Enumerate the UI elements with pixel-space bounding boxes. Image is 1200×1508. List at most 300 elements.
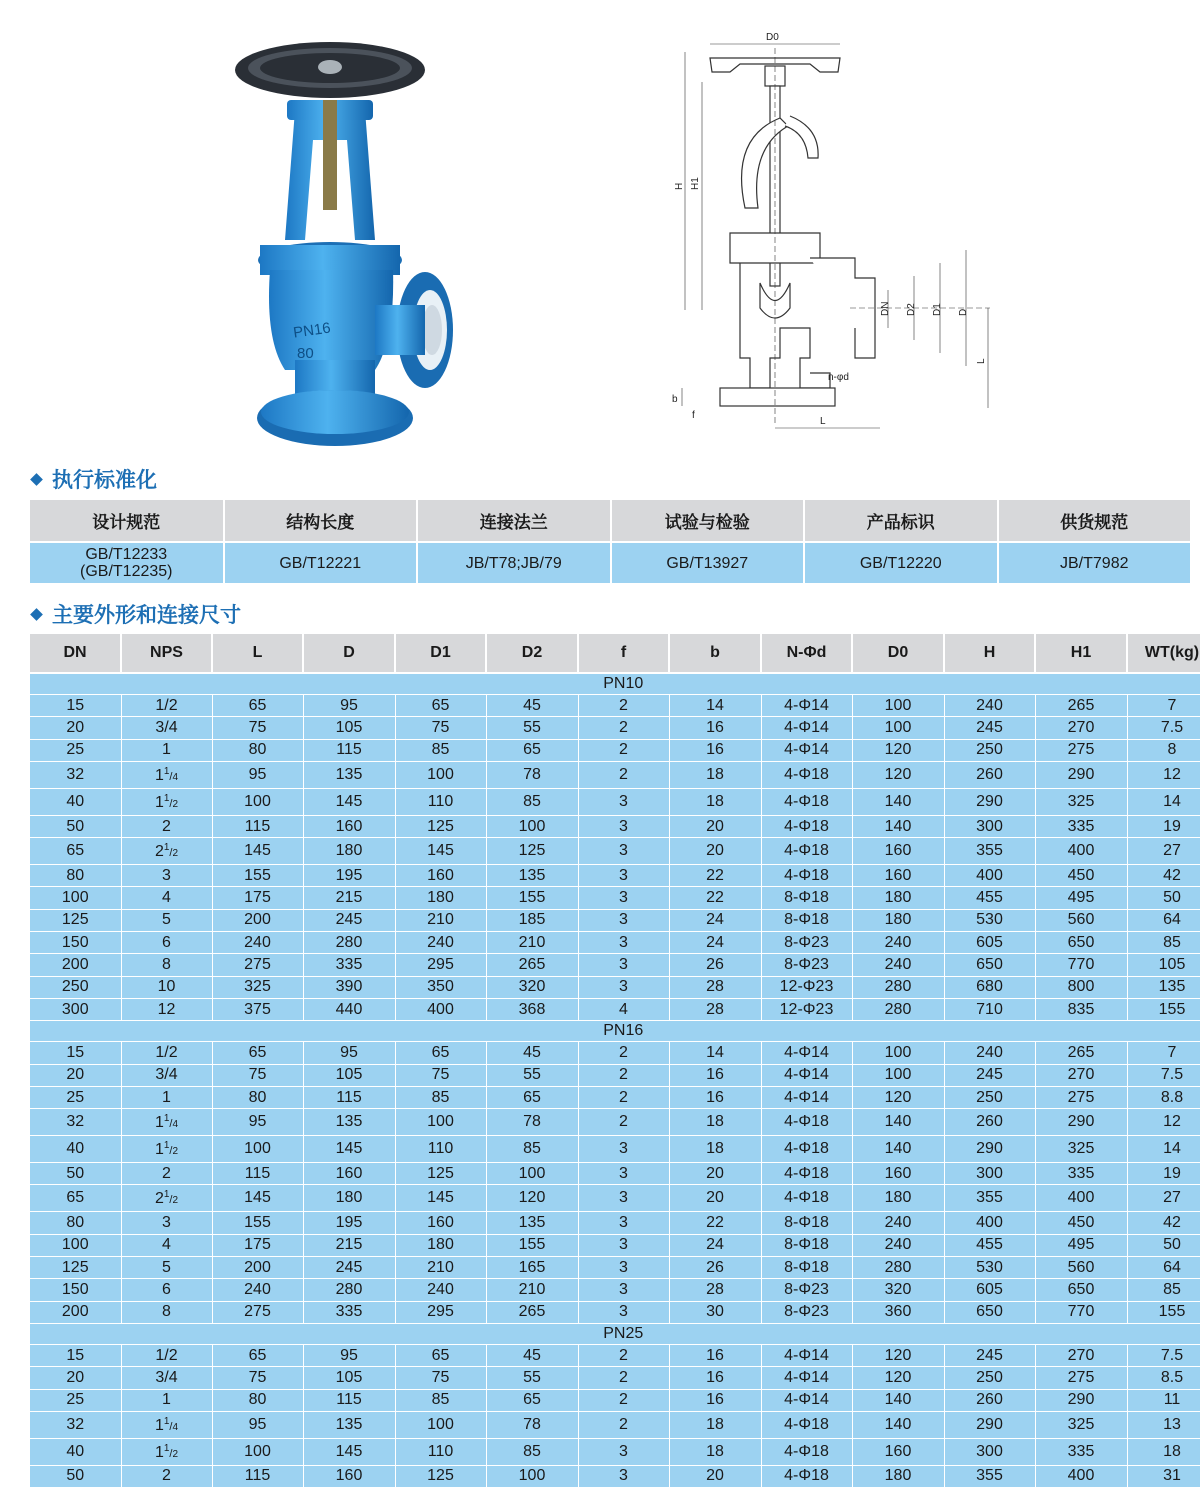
table-cell: 210 bbox=[486, 1279, 578, 1301]
table-cell: 8 bbox=[1127, 739, 1200, 761]
table-cell: 32 bbox=[30, 1411, 121, 1438]
table-row bbox=[30, 739, 1200, 761]
pressure-group-row bbox=[30, 673, 1200, 695]
table-cell: 100 bbox=[395, 1109, 486, 1136]
table-cell: 4-Φ14 bbox=[761, 717, 852, 739]
table-cell: 32 bbox=[30, 1109, 121, 1136]
table-cell: 100 bbox=[486, 1465, 578, 1487]
dim-label-d: D bbox=[958, 308, 969, 316]
table-cell: 4-Φ14 bbox=[761, 1042, 852, 1064]
table-cell: 100 bbox=[30, 1234, 121, 1256]
table-cell: 125 bbox=[30, 1257, 121, 1279]
table-cell: 3 bbox=[578, 887, 669, 909]
table-cell: 560 bbox=[1035, 1257, 1127, 1279]
pressure-group-label: PN16 bbox=[30, 1021, 1200, 1042]
table-cell: 2 bbox=[578, 1042, 669, 1064]
table-cell: 2 bbox=[578, 1367, 669, 1389]
table-cell: 335 bbox=[1035, 1163, 1127, 1185]
table-cell: 280 bbox=[852, 976, 944, 998]
table-cell: 85 bbox=[486, 1438, 578, 1465]
table-cell: 3 bbox=[578, 976, 669, 998]
table-cell: 3 bbox=[578, 1438, 669, 1465]
table-cell: 78 bbox=[486, 761, 578, 788]
table-cell: 4 bbox=[578, 998, 669, 1020]
table-cell: 16 bbox=[669, 739, 761, 761]
table-cell: 7.5 bbox=[1127, 717, 1200, 739]
table-cell: 180 bbox=[852, 887, 944, 909]
table-cell: 8.8 bbox=[1127, 1086, 1200, 1108]
table-cell: 290 bbox=[1035, 761, 1127, 788]
table-cell: 185 bbox=[486, 909, 578, 931]
table-cell: 150 bbox=[30, 1279, 121, 1301]
table-cell: 180 bbox=[395, 887, 486, 909]
table-cell: 260 bbox=[944, 1389, 1035, 1411]
table-cell: 4-Φ18 bbox=[761, 1438, 852, 1465]
table-cell: 26 bbox=[669, 1257, 761, 1279]
table-cell: 80 bbox=[212, 1086, 303, 1108]
table-cell: 40 bbox=[30, 1136, 121, 1163]
table-cell: 360 bbox=[852, 1301, 944, 1323]
table-cell: 3 bbox=[578, 1257, 669, 1279]
table-cell: 115 bbox=[303, 1086, 395, 1108]
table-row bbox=[30, 1301, 1200, 1323]
table-cell: 27 bbox=[1127, 1185, 1200, 1212]
table-cell: $1^1/4$ bbox=[121, 761, 212, 788]
table-cell: 105 bbox=[303, 717, 395, 739]
table-cell: 18 bbox=[669, 1411, 761, 1438]
table-cell: 325 bbox=[1035, 1136, 1127, 1163]
table-cell: 120 bbox=[852, 1367, 944, 1389]
table-cell: 400 bbox=[944, 865, 1035, 887]
table-row bbox=[30, 1185, 1200, 1212]
table-cell: 27 bbox=[1127, 838, 1200, 865]
table-cell: 3 bbox=[578, 1234, 669, 1256]
table-cell: 100 bbox=[30, 887, 121, 909]
table-cell: 160 bbox=[395, 865, 486, 887]
dim-label-d0: D0 bbox=[766, 32, 779, 43]
table-cell: 275 bbox=[212, 1301, 303, 1323]
table-cell: 265 bbox=[486, 1301, 578, 1323]
table-cell: 240 bbox=[212, 1279, 303, 1301]
table-cell: 120 bbox=[852, 739, 944, 761]
table-cell: 4-Φ14 bbox=[761, 1344, 852, 1366]
table-cell: 260 bbox=[944, 761, 1035, 788]
table-cell: 175 bbox=[212, 1234, 303, 1256]
table-cell: 125 bbox=[395, 1465, 486, 1487]
table-cell: 295 bbox=[395, 954, 486, 976]
table-cell: 75 bbox=[395, 717, 486, 739]
table-cell: 55 bbox=[486, 1064, 578, 1086]
table-cell: 280 bbox=[303, 932, 395, 954]
table-row bbox=[30, 788, 1200, 815]
table-cell: 3 bbox=[578, 1163, 669, 1185]
table-cell: 275 bbox=[1035, 739, 1127, 761]
table-cell: $1^1/2$ bbox=[121, 1438, 212, 1465]
table-cell: 770 bbox=[1035, 1301, 1127, 1323]
section-title-text: 执行标准化 bbox=[52, 469, 157, 492]
table-cell: 3 bbox=[578, 1185, 669, 1212]
table-cell: 320 bbox=[852, 1279, 944, 1301]
table-cell: 65 bbox=[30, 1185, 121, 1212]
table-cell: 290 bbox=[1035, 1109, 1127, 1136]
table-cell: 6 bbox=[121, 1279, 212, 1301]
table-cell: 200 bbox=[30, 1301, 121, 1323]
table-cell: 100 bbox=[852, 717, 944, 739]
table-cell: 800 bbox=[1035, 976, 1127, 998]
table-cell: 4-Φ14 bbox=[761, 1064, 852, 1086]
table-cell: 180 bbox=[395, 1234, 486, 1256]
table-cell: 8 bbox=[121, 954, 212, 976]
table-cell: 180 bbox=[303, 838, 395, 865]
table-cell: 12 bbox=[121, 998, 212, 1020]
table-cell: 455 bbox=[944, 887, 1035, 909]
table-cell: 3 bbox=[578, 1465, 669, 1487]
table-cell: 85 bbox=[486, 1136, 578, 1163]
table-cell: 25 bbox=[30, 1389, 121, 1411]
table-cell: 4 bbox=[121, 1234, 212, 1256]
table-cell: 325 bbox=[212, 976, 303, 998]
table-cell: 3/4 bbox=[121, 1367, 212, 1389]
table-cell: 710 bbox=[944, 998, 1035, 1020]
table-cell: 2 bbox=[578, 1064, 669, 1086]
table-cell: 95 bbox=[303, 695, 395, 717]
table-cell: 120 bbox=[852, 1344, 944, 1366]
dim-label-nd: n-φd bbox=[828, 372, 849, 383]
table-cell: 75 bbox=[212, 1064, 303, 1086]
standards-value-cell: GB/T12220 bbox=[804, 542, 998, 583]
table-cell: 20 bbox=[30, 1367, 121, 1389]
table-cell: 400 bbox=[944, 1212, 1035, 1234]
table-cell: 3 bbox=[578, 838, 669, 865]
table-cell: 12-Φ23 bbox=[761, 976, 852, 998]
table-cell: 45 bbox=[486, 1344, 578, 1366]
table-cell: 8 bbox=[121, 1301, 212, 1323]
table-cell: 250 bbox=[944, 739, 1035, 761]
table-cell: 80 bbox=[30, 865, 121, 887]
table-cell: 4-Φ14 bbox=[761, 695, 852, 717]
table-cell: 4-Φ18 bbox=[761, 1411, 852, 1438]
table-cell: 195 bbox=[303, 1212, 395, 1234]
table-cell: 4-Φ18 bbox=[761, 788, 852, 815]
table-cell: 450 bbox=[1035, 1212, 1127, 1234]
pressure-group-label: PN10 bbox=[30, 673, 1200, 695]
table-cell: 42 bbox=[1127, 1212, 1200, 1234]
table-cell: 2 bbox=[578, 1411, 669, 1438]
table-cell: 18 bbox=[669, 1109, 761, 1136]
table-cell: 160 bbox=[303, 1163, 395, 1185]
table-cell: 110 bbox=[395, 788, 486, 815]
table-cell: 4-Φ14 bbox=[761, 1367, 852, 1389]
table-cell: $2^1/2$ bbox=[121, 1185, 212, 1212]
standards-table bbox=[30, 500, 1192, 583]
table-cell: 2 bbox=[578, 1344, 669, 1366]
table-cell: 16 bbox=[669, 1086, 761, 1108]
dimensions-table bbox=[30, 634, 1200, 1488]
table-cell: 24 bbox=[669, 1234, 761, 1256]
table-cell: 40 bbox=[30, 788, 121, 815]
table-cell: 4-Φ18 bbox=[761, 865, 852, 887]
table-cell: 250 bbox=[944, 1086, 1035, 1108]
table-cell: 100 bbox=[212, 1136, 303, 1163]
table-cell: 19 bbox=[1127, 815, 1200, 837]
table-cell: 145 bbox=[303, 1136, 395, 1163]
table-cell: $1^1/4$ bbox=[121, 1109, 212, 1136]
table-cell: 280 bbox=[852, 998, 944, 1020]
table-cell: 160 bbox=[852, 1163, 944, 1185]
table-cell: 115 bbox=[212, 815, 303, 837]
table-cell: 400 bbox=[1035, 838, 1127, 865]
table-cell: 5 bbox=[121, 909, 212, 931]
table-cell: 78 bbox=[486, 1411, 578, 1438]
table-cell: 64 bbox=[1127, 909, 1200, 931]
table-cell: 12-Φ23 bbox=[761, 998, 852, 1020]
table-cell: 16 bbox=[669, 1344, 761, 1366]
table-cell: 7.5 bbox=[1127, 1064, 1200, 1086]
table-cell: 180 bbox=[303, 1185, 395, 1212]
table-cell: 95 bbox=[212, 1411, 303, 1438]
table-cell: 240 bbox=[852, 954, 944, 976]
table-cell: 270 bbox=[1035, 1064, 1127, 1086]
table-cell: 2 bbox=[578, 761, 669, 788]
table-cell: 390 bbox=[303, 976, 395, 998]
table-cell: 400 bbox=[1035, 1465, 1127, 1487]
table-row bbox=[30, 954, 1200, 976]
table-row bbox=[30, 1257, 1200, 1279]
table-cell: 80 bbox=[30, 1212, 121, 1234]
dimension-header-cell: D bbox=[303, 634, 395, 673]
standards-header-cell: 产品标识 bbox=[804, 500, 998, 542]
table-cell: 165 bbox=[486, 1257, 578, 1279]
table-cell: 100 bbox=[852, 695, 944, 717]
table-cell: 14 bbox=[1127, 1136, 1200, 1163]
table-cell: 4-Φ18 bbox=[761, 838, 852, 865]
table-cell: 100 bbox=[852, 1042, 944, 1064]
table-cell: 240 bbox=[395, 932, 486, 954]
table-row bbox=[30, 717, 1200, 739]
table-cell: 95 bbox=[212, 1109, 303, 1136]
table-cell: 210 bbox=[395, 909, 486, 931]
diamond-bullet-icon bbox=[30, 608, 43, 621]
dimension-header-cell: D2 bbox=[486, 634, 578, 673]
table-row bbox=[30, 1163, 1200, 1185]
table-cell: 4-Φ18 bbox=[761, 1109, 852, 1136]
table-cell: 135 bbox=[486, 1212, 578, 1234]
table-cell: 8-Φ18 bbox=[761, 1234, 852, 1256]
table-cell: 18 bbox=[669, 1136, 761, 1163]
table-cell: 115 bbox=[303, 1389, 395, 1411]
table-cell: 145 bbox=[212, 1185, 303, 1212]
dim-label-b: b bbox=[672, 394, 678, 405]
table-cell: 680 bbox=[944, 976, 1035, 998]
table-cell: 240 bbox=[852, 932, 944, 954]
table-cell: 140 bbox=[852, 1136, 944, 1163]
dimension-header-cell: b bbox=[669, 634, 761, 673]
table-cell: 135 bbox=[1127, 976, 1200, 998]
table-cell: 160 bbox=[395, 1212, 486, 1234]
table-cell: 200 bbox=[30, 954, 121, 976]
dim-label-dn: DN bbox=[880, 301, 891, 316]
table-cell: 14 bbox=[669, 695, 761, 717]
table-cell: 50 bbox=[1127, 1234, 1200, 1256]
table-cell: 290 bbox=[944, 788, 1035, 815]
table-cell: 2 bbox=[578, 1109, 669, 1136]
table-cell: 65 bbox=[212, 1344, 303, 1366]
table-cell: 22 bbox=[669, 865, 761, 887]
section-title-standards bbox=[30, 464, 157, 494]
table-cell: 6 bbox=[121, 932, 212, 954]
table-cell: 1 bbox=[121, 1389, 212, 1411]
table-cell: 100 bbox=[212, 788, 303, 815]
pressure-group-row bbox=[30, 1021, 1200, 1042]
table-row bbox=[30, 1465, 1200, 1487]
section-title-text: 主要外形和连接尺寸 bbox=[52, 604, 241, 627]
table-cell: 50 bbox=[30, 1163, 121, 1185]
table-cell: 300 bbox=[944, 1163, 1035, 1185]
table-cell: 440 bbox=[303, 998, 395, 1020]
table-row bbox=[30, 1411, 1200, 1438]
table-cell: 400 bbox=[1035, 1185, 1127, 1212]
table-cell: 275 bbox=[1035, 1367, 1127, 1389]
table-cell: 1/2 bbox=[121, 695, 212, 717]
table-cell: 650 bbox=[1035, 932, 1127, 954]
table-cell: 95 bbox=[303, 1344, 395, 1366]
table-cell: 12 bbox=[1127, 1109, 1200, 1136]
table-cell: 180 bbox=[852, 909, 944, 931]
table-row bbox=[30, 1086, 1200, 1108]
table-cell: 8-Φ23 bbox=[761, 1301, 852, 1323]
table-cell: 120 bbox=[852, 1086, 944, 1108]
table-cell: 12 bbox=[1127, 761, 1200, 788]
table-row bbox=[30, 695, 1200, 717]
table-row bbox=[30, 1279, 1200, 1301]
table-cell: 75 bbox=[212, 1367, 303, 1389]
table-row bbox=[30, 887, 1200, 909]
table-cell: 350 bbox=[395, 976, 486, 998]
dim-label-d2: D2 bbox=[906, 303, 917, 316]
table-cell: 530 bbox=[944, 1257, 1035, 1279]
table-cell: 250 bbox=[944, 1367, 1035, 1389]
table-cell: 200 bbox=[212, 909, 303, 931]
table-cell: 115 bbox=[212, 1163, 303, 1185]
dimension-header-cell: D0 bbox=[852, 634, 944, 673]
table-cell: 265 bbox=[486, 954, 578, 976]
table-cell: 14 bbox=[669, 1042, 761, 1064]
table-cell: 355 bbox=[944, 1465, 1035, 1487]
standards-value-cell: GB/T13927 bbox=[611, 542, 805, 583]
table-row bbox=[30, 1042, 1200, 1064]
table-cell: 30 bbox=[669, 1301, 761, 1323]
table-row bbox=[30, 1367, 1200, 1389]
diamond-bullet-icon bbox=[30, 473, 43, 486]
table-cell: 45 bbox=[486, 1042, 578, 1064]
table-cell: 42 bbox=[1127, 865, 1200, 887]
section-title-dimensions bbox=[30, 599, 241, 629]
table-cell: 8-Φ23 bbox=[761, 954, 852, 976]
table-cell: 1/2 bbox=[121, 1344, 212, 1366]
table-cell: 135 bbox=[303, 761, 395, 788]
table-cell: 325 bbox=[1035, 788, 1127, 815]
table-cell: 335 bbox=[303, 1301, 395, 1323]
table-cell: 40 bbox=[30, 1438, 121, 1465]
table-cell: 290 bbox=[944, 1411, 1035, 1438]
table-cell: 265 bbox=[1035, 695, 1127, 717]
table-cell: 85 bbox=[486, 788, 578, 815]
table-cell: 15 bbox=[30, 1042, 121, 1064]
table-cell: 28 bbox=[669, 976, 761, 998]
table-row bbox=[30, 1064, 1200, 1086]
table-cell: 835 bbox=[1035, 998, 1127, 1020]
table-row bbox=[30, 865, 1200, 887]
pressure-group-row bbox=[30, 1323, 1200, 1344]
table-cell: 275 bbox=[212, 954, 303, 976]
table-cell: 160 bbox=[852, 1438, 944, 1465]
table-cell: 65 bbox=[212, 1042, 303, 1064]
table-cell: 100 bbox=[395, 761, 486, 788]
table-cell: 140 bbox=[852, 815, 944, 837]
table-cell: 100 bbox=[395, 1411, 486, 1438]
table-cell: 155 bbox=[1127, 1301, 1200, 1323]
dimension-header-cell: f bbox=[578, 634, 669, 673]
pressure-group-label: PN25 bbox=[30, 1323, 1200, 1344]
table-cell: 32 bbox=[30, 761, 121, 788]
table-cell: 65 bbox=[395, 1042, 486, 1064]
table-cell: $1^1/2$ bbox=[121, 1136, 212, 1163]
table-cell: 4-Φ18 bbox=[761, 1136, 852, 1163]
table-cell: 3 bbox=[578, 1279, 669, 1301]
dimension-header-cell: DN bbox=[30, 634, 121, 673]
table-cell: 65 bbox=[486, 1389, 578, 1411]
table-cell: 55 bbox=[486, 1367, 578, 1389]
table-cell: 115 bbox=[303, 739, 395, 761]
table-row bbox=[30, 1234, 1200, 1256]
table-cell: 55 bbox=[486, 717, 578, 739]
table-cell: 50 bbox=[30, 1465, 121, 1487]
table-cell: 770 bbox=[1035, 954, 1127, 976]
table-cell: 2 bbox=[578, 1389, 669, 1411]
table-cell: 18 bbox=[669, 1438, 761, 1465]
table-cell: 80 bbox=[212, 1389, 303, 1411]
table-cell: 2 bbox=[578, 739, 669, 761]
dim-label-h: H bbox=[674, 182, 685, 190]
table-cell: 145 bbox=[395, 838, 486, 865]
table-cell: 7 bbox=[1127, 695, 1200, 717]
dimension-header-cell: H bbox=[944, 634, 1035, 673]
table-cell: 75 bbox=[395, 1064, 486, 1086]
table-cell: 8-Φ23 bbox=[761, 1279, 852, 1301]
table-cell: 3 bbox=[578, 815, 669, 837]
table-cell: 25 bbox=[30, 1086, 121, 1108]
standards-value-cell: GB/T12233 (GB/T12235) bbox=[30, 542, 224, 583]
table-cell: 3 bbox=[578, 954, 669, 976]
table-cell: 64 bbox=[1127, 1257, 1200, 1279]
table-cell: 100 bbox=[212, 1438, 303, 1465]
table-cell: 320 bbox=[486, 976, 578, 998]
table-cell: 11 bbox=[1127, 1389, 1200, 1411]
table-cell: $1^1/4$ bbox=[121, 1411, 212, 1438]
table-row bbox=[30, 761, 1200, 788]
table-cell: 18 bbox=[1127, 1438, 1200, 1465]
table-cell: 1/2 bbox=[121, 1042, 212, 1064]
table-cell: 8-Φ18 bbox=[761, 909, 852, 931]
table-cell: 145 bbox=[303, 1438, 395, 1465]
table-cell: 160 bbox=[852, 838, 944, 865]
table-row bbox=[30, 1109, 1200, 1136]
table-cell: 160 bbox=[303, 1465, 395, 1487]
table-cell: 4-Φ18 bbox=[761, 1465, 852, 1487]
table-cell: $1^1/2$ bbox=[121, 788, 212, 815]
table-cell: 160 bbox=[852, 865, 944, 887]
table-cell: 85 bbox=[1127, 932, 1200, 954]
